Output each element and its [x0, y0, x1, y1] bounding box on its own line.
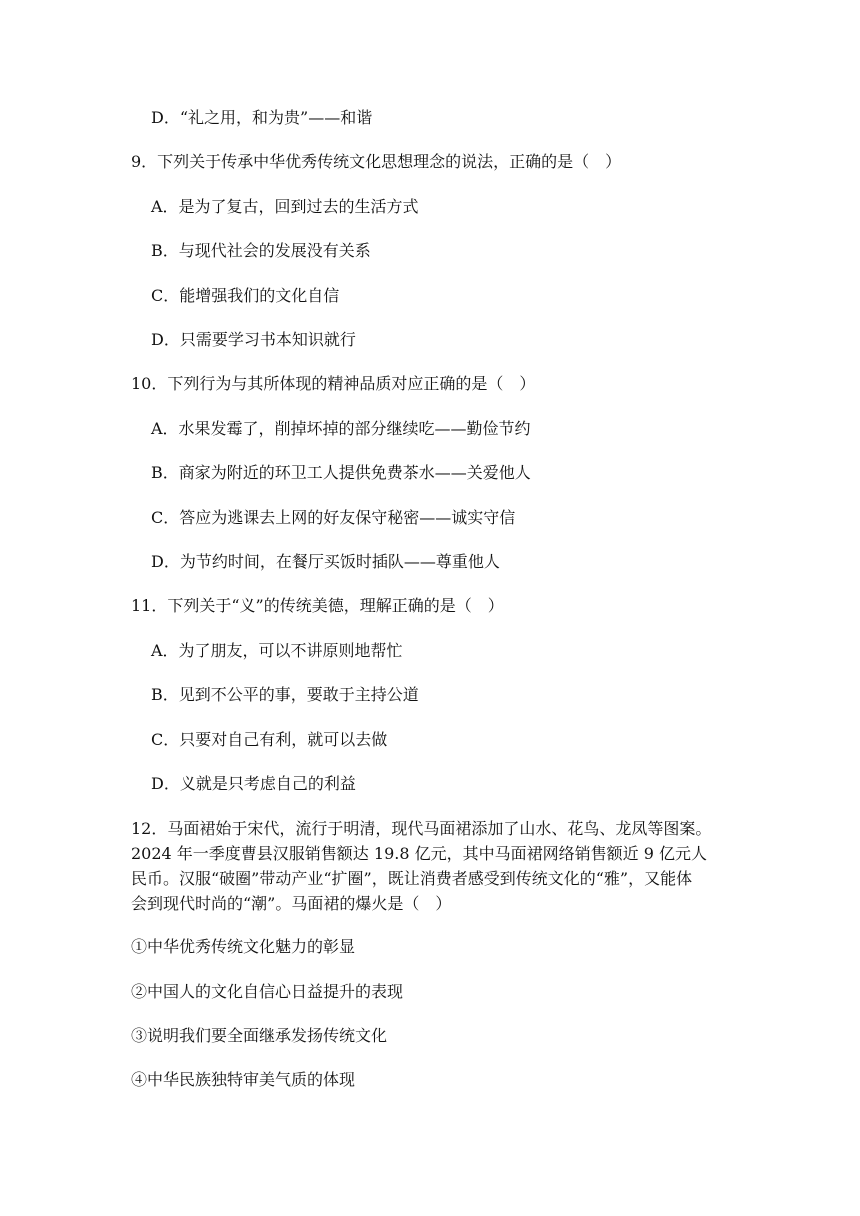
q9-option-d: D．只需要学习书本知识就行 [151, 330, 356, 349]
q12-statement-4: ④中华民族独特审美气质的体现 [131, 1070, 356, 1089]
q11-stem: 11．下列关于“义”的传统美德，理解正确的是（ ） [131, 596, 504, 615]
q11-option-a: A．为了朋友，可以不讲原则地帮忙 [151, 641, 403, 660]
q10-option-d: D．为节约时间，在餐厅买饭时插队——尊重他人 [151, 552, 500, 571]
q9-option-c: C．能增强我们的文化自信 [151, 286, 340, 305]
q9-option-b: B．与现代社会的发展没有关系 [151, 241, 371, 260]
q12-stem-line-4: 会到现代时尚的“潮”。马面裙的爆火是（ ） [131, 894, 452, 913]
q12-stem-line-2: 2024 年一季度曹县汉服销售额达 19.8 亿元，其中马面裙网络销售额近 9 亿元人 [131, 844, 707, 863]
q10-option-c: C．答应为逃课去上网的好友保守秘密——诚实守信 [151, 508, 516, 527]
q10-option-b: B．商家为附近的环卫工人提供免费茶水——关爱他人 [151, 463, 531, 482]
q10-option-a: A．水果发霉了，削掉坏掉的部分继续吃——勤俭节约 [151, 419, 531, 438]
q12-statement-1: ①中华优秀传统文化魅力的彰显 [131, 937, 356, 956]
q11-option-c: C．只要对自己有利，就可以去做 [151, 730, 388, 749]
q11-option-b: B．见到不公平的事，要敢于主持公道 [151, 685, 419, 704]
q9-stem: 9．下列关于传承中华优秀传统文化思想理念的说法，正确的是（ ） [131, 152, 622, 171]
q12-statement-3: ③说明我们要全面继承发扬传统文化 [131, 1026, 388, 1045]
q11-option-d: D．义就是只考虑自己的利益 [151, 774, 356, 793]
q8-option-d: D．“礼之用，和为贵”——和谐 [151, 108, 373, 127]
q12-stem-line-1: 12．马面裙始于宋代，流行于明清，现代马面裙添加了山水、花鸟、龙凤等图案。 [131, 819, 712, 838]
q10-stem: 10．下列行为与其所体现的精神品质对应正确的是（ ） [131, 374, 536, 393]
q12-statement-2: ②中国人的文化自信心日益提升的表现 [131, 982, 404, 1001]
q9-option-a: A．是为了复古，回到过去的生活方式 [151, 197, 419, 216]
q12-stem-line-3: 民币。汉服“破圈”带动产业“扩圈”，既让消费者感受到传统文化的“雅”，又能体 [131, 869, 693, 888]
